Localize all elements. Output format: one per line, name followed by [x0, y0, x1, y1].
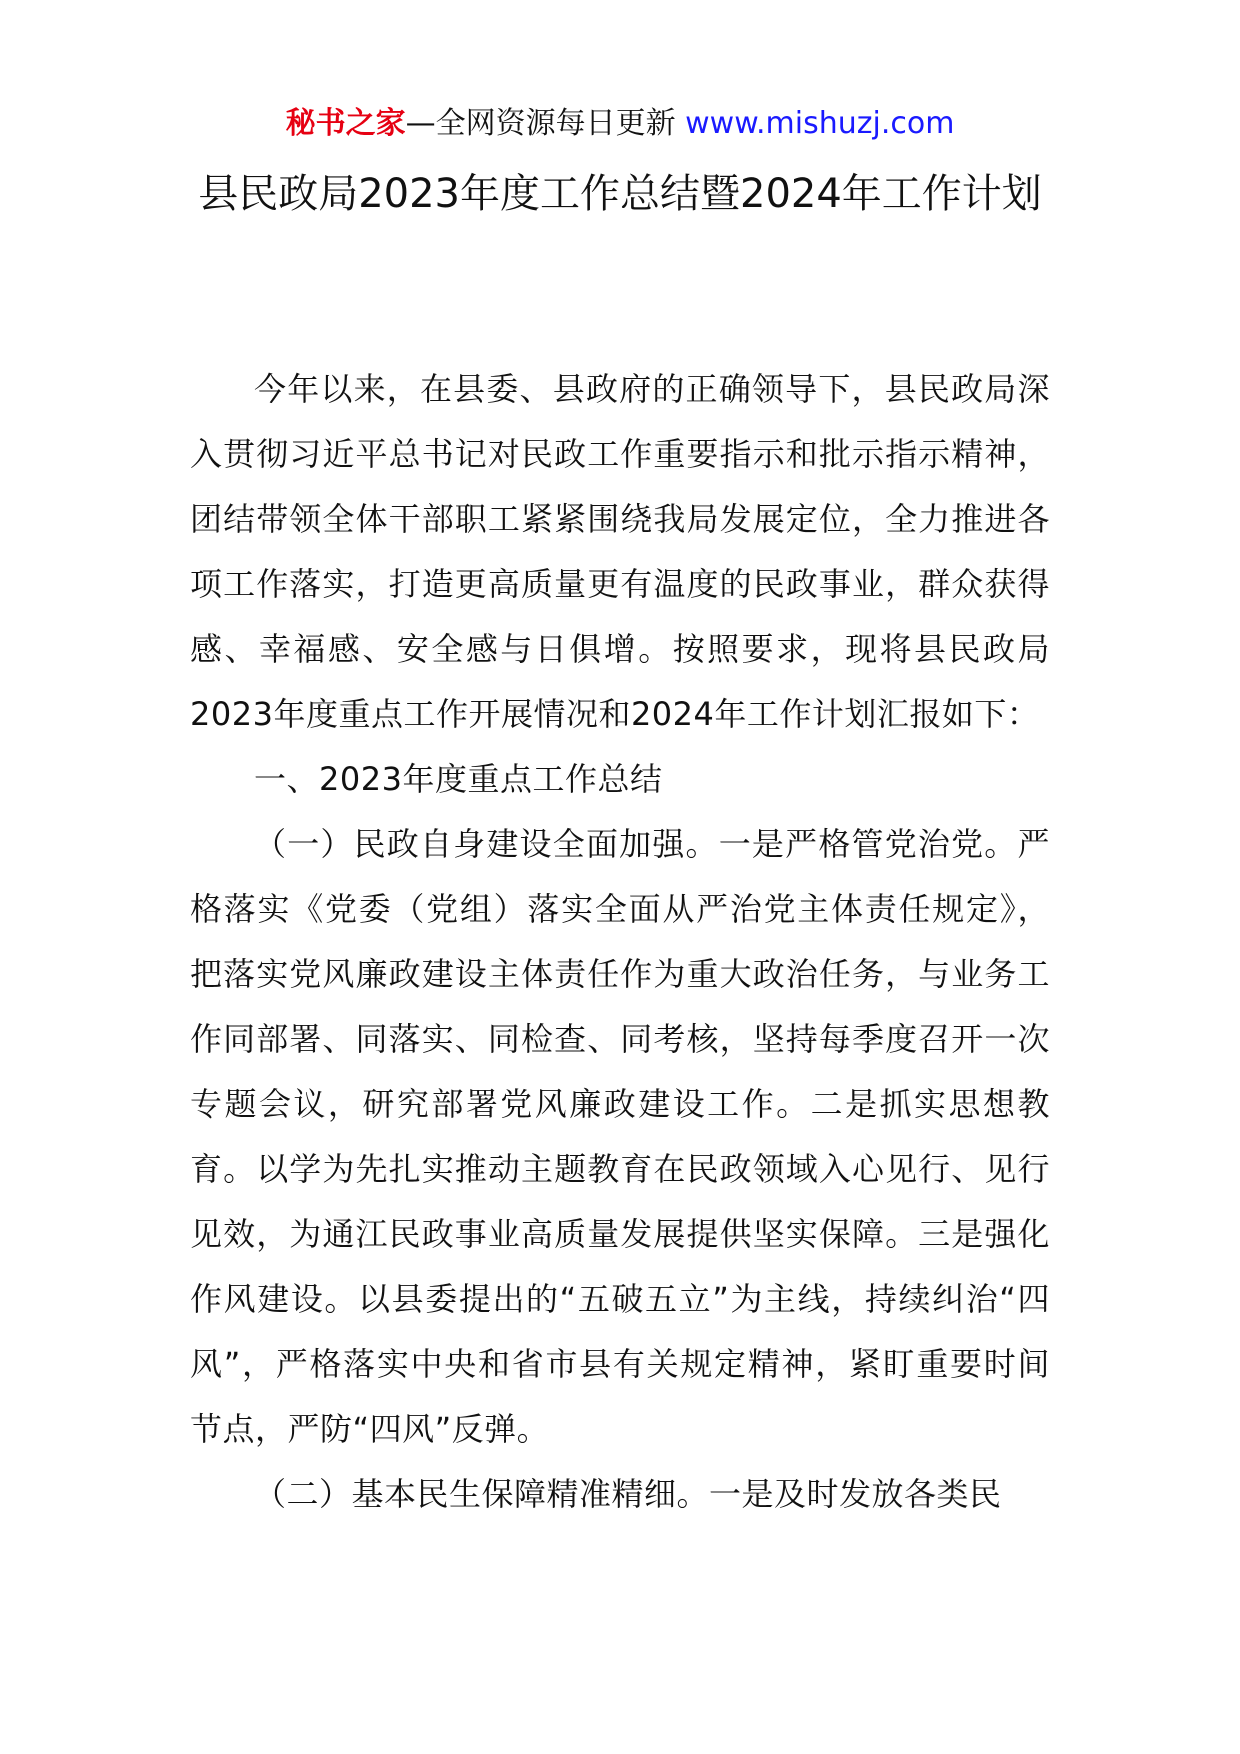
document-title: 县民政局2023年度工作总结暨2024年工作计划 [198, 171, 1042, 217]
intro-paragraph: 今年以来，在县委、县政府的正确领导下，县民政局深入贯彻习近平总书记对民政工作重要指示和批示指示精神，团结带领全体干部职工紧紧围绕我局发展定位，全力推进各项工作落实，打造更高质量更有温度的民政事业，群众获得感、幸福感、安全感与日俱增。按照要求，现将县民政局2023年度重点工作开展情况和2024年工作计划汇报如下： [190, 370, 1050, 733]
body-paragraph: （二）基本民生保障精准精细。一是及时发放各类民 [254, 1475, 1002, 1513]
brand-name: 秘书之家 [285, 106, 406, 141]
document-body [190, 357, 1050, 1527]
site-url-link[interactable]: www.mishuzj.com [685, 106, 955, 141]
brand-tagline: —全网资源每日更新 [405, 106, 676, 141]
watermark-header [0, 100, 1240, 148]
body-paragraph: （一）民政自身建设全面加强。一是严格管党治党。严格落实《党委（党组）落实全面从严治党主体责任规定》，把落实党风廉政建设主体责任作为重大政治任务，与业务工作同部署、同落实、同检查、同考核，坚持每季度召开一次专题会议，研究部署党风廉政建设工作。二是抓实思想教育。以学为先扎实推动主题教育在民政领域入心见行、见行见效，为通江民政事业高质量发展提供坚实保障。三是强化作风建设。以县委提出的“五破五立”为主线，持续纠治“四风”，严格落实中央和省市县有关规定精神，紧盯重要时间节点，严防“四风”反弹。 [190, 825, 1050, 1448]
section-heading: 一、2023年度重点工作总结 [254, 760, 663, 798]
